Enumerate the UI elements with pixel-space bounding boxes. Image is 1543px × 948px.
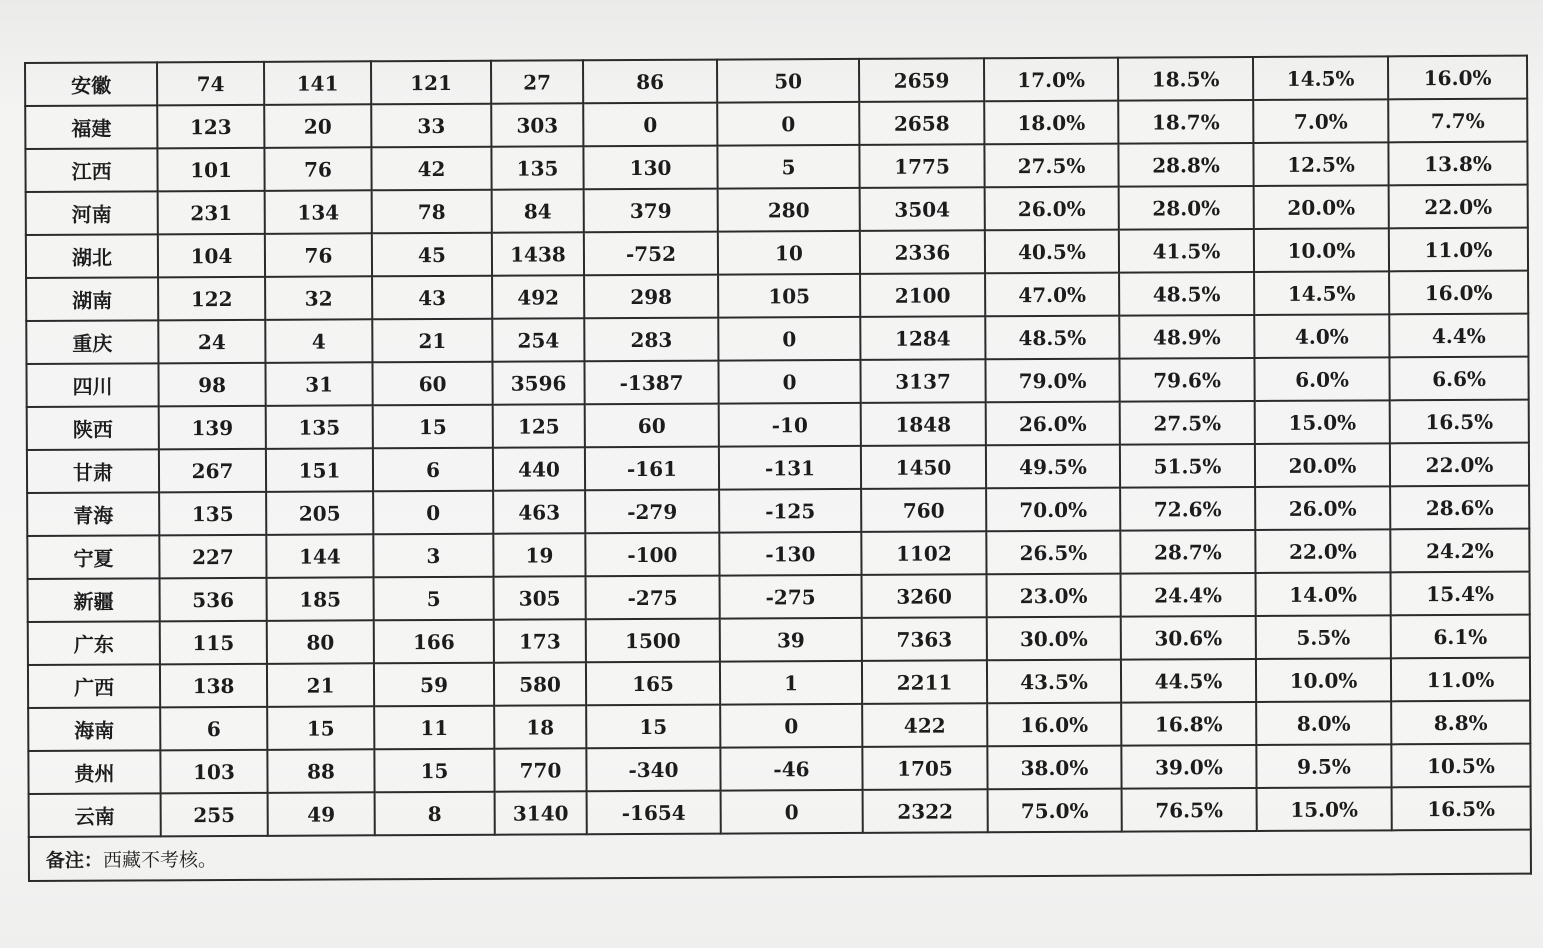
value-cell: -100 [585,533,719,577]
value-cell: 26.0% [1255,486,1390,530]
value-cell: 48.5% [1119,272,1254,316]
value-cell: 13.8% [1388,142,1527,186]
value-cell: 0 [583,103,717,147]
value-cell: 227 [159,535,266,579]
value-cell: 15 [374,749,494,793]
value-cell: 43.5% [987,660,1121,704]
value-cell: 88 [267,749,374,793]
value-cell: 15 [373,405,493,449]
value-cell: 17.0% [984,58,1118,102]
value-cell: 1500 [586,619,720,663]
province-cell: 湖南 [26,277,158,321]
value-cell: 60 [372,362,492,406]
table-row [27,400,1529,450]
value-cell: 26.0% [986,402,1120,446]
value-cell: 15.0% [1257,787,1392,831]
value-cell: 3140 [495,791,587,834]
value-cell: 16.0% [1388,56,1527,100]
table-row [28,701,1530,751]
value-cell: 30.0% [987,617,1121,661]
value-cell: 6 [160,707,267,751]
note-row [29,830,1531,881]
province-cell: 福建 [25,105,157,149]
value-cell: -275 [720,575,862,619]
value-cell: 24.4% [1121,573,1256,617]
value-cell: 3504 [860,187,985,231]
value-cell: 2659 [859,58,984,102]
value-cell: 138 [160,664,267,708]
value-cell: 1438 [492,232,584,275]
value-cell: 267 [159,449,266,493]
value-cell: 165 [586,662,720,706]
value-cell: 379 [584,189,718,233]
value-cell: -131 [719,446,861,490]
value-cell: 27.5% [1120,401,1255,445]
value-cell: 10.0% [1256,658,1391,702]
value-cell: 173 [494,619,586,662]
value-cell: 15 [267,706,374,750]
value-cell: 10.5% [1391,744,1530,788]
table-row [27,529,1529,579]
table-row [27,443,1529,493]
value-cell: 39.0% [1121,745,1256,789]
value-cell: 1102 [861,531,986,575]
value-cell: 14.5% [1253,56,1388,100]
table-row [26,271,1528,321]
table-row [28,744,1530,794]
value-cell: 8.0% [1256,701,1391,745]
value-cell: 0 [718,317,860,361]
value-cell: 2658 [859,101,984,145]
value-cell: 18 [494,705,586,748]
value-cell: 3 [373,534,493,578]
value-cell: 16.5% [1392,787,1531,831]
province-cell: 河南 [26,191,158,235]
value-cell: 123 [157,105,264,149]
value-cell: 39 [720,618,862,662]
province-cell: 安徽 [25,62,157,106]
value-cell: 1775 [859,144,984,188]
province-cell: 新疆 [28,578,160,622]
value-cell: -1654 [587,791,721,835]
value-cell: 20.0% [1254,185,1389,229]
value-cell: 15.4% [1391,572,1530,616]
value-cell: 303 [491,103,583,146]
value-cell: -1387 [584,361,718,405]
value-cell: 1848 [861,402,986,446]
table-body [25,56,1531,837]
value-cell: 45 [372,233,492,277]
value-cell: 130 [583,146,717,190]
value-cell: 4 [265,319,372,363]
value-cell: 6.0% [1254,357,1389,401]
table-row [26,228,1528,278]
province-cell: 江西 [25,148,157,192]
value-cell: -161 [585,447,719,491]
value-cell: 31 [265,362,372,406]
province-cell: 甘肃 [27,449,159,493]
value-cell: 115 [160,621,267,665]
value-cell: 20.0% [1255,443,1390,487]
value-cell: 16.8% [1121,702,1256,746]
value-cell: 0 [718,360,860,404]
value-cell: 59 [374,663,494,707]
table-row [28,572,1530,622]
value-cell: 28.8% [1118,143,1253,187]
value-cell: 280 [718,188,860,232]
value-cell: 101 [157,148,264,192]
value-cell: 24.2% [1390,529,1529,573]
value-cell: 79.6% [1119,358,1254,402]
province-cell: 湖北 [26,234,158,278]
value-cell: 80 [267,620,374,664]
table-row [25,56,1527,106]
province-cell: 广东 [28,621,160,665]
value-cell: 74 [157,62,264,106]
value-cell: 5 [717,145,859,189]
province-cell: 四川 [26,363,158,407]
value-cell: 22.0% [1389,185,1528,229]
value-cell: 11 [374,706,494,750]
value-cell: -279 [585,490,719,534]
table-row [26,185,1528,235]
value-cell: 48.5% [985,316,1119,360]
value-cell: -125 [719,489,861,533]
value-cell: 50 [717,59,859,103]
value-cell: 41.5% [1119,229,1254,273]
value-cell: 26.5% [986,531,1120,575]
value-cell: 231 [158,191,265,235]
value-cell: 51.5% [1120,444,1255,488]
value-cell: 18.7% [1118,100,1253,144]
value-cell: 141 [264,61,371,105]
value-cell: 18.0% [984,101,1118,145]
value-cell: 2100 [860,273,985,317]
value-cell: 254 [492,318,584,361]
value-cell: 19 [493,533,585,576]
value-cell: 86 [583,60,717,104]
value-cell: 8 [375,792,495,836]
table-row [28,658,1530,708]
value-cell: 104 [158,234,265,278]
value-cell: 305 [494,576,586,619]
value-cell: 32 [265,276,372,320]
value-cell: 7.0% [1253,99,1388,143]
value-cell: 15 [586,705,720,749]
data-table-wrapper [24,55,1530,882]
value-cell: 3596 [492,361,584,404]
value-cell: 76 [264,147,371,191]
table-row [27,486,1529,536]
value-cell: 139 [159,406,266,450]
note-label: 备注： [45,849,103,872]
value-cell: 70.0% [986,488,1120,532]
value-cell: 9.5% [1256,744,1391,788]
value-cell: 0 [721,790,863,834]
value-cell: 121 [371,61,491,105]
value-cell: 79.0% [985,359,1119,403]
value-cell: 205 [266,491,373,535]
value-cell: 1705 [862,746,987,790]
value-cell: 298 [584,275,718,319]
value-cell: 760 [861,488,986,532]
value-cell: 44.5% [1121,659,1256,703]
value-cell: 10 [718,231,860,275]
table-row [26,357,1528,407]
province-cell: 广西 [28,664,160,708]
value-cell: 40.5% [985,230,1119,274]
value-cell: 1450 [861,445,986,489]
value-cell: 283 [584,318,718,362]
value-cell: 49 [268,792,375,836]
value-cell: 78 [372,190,492,234]
value-cell: 0 [373,491,493,535]
value-cell: 6 [373,448,493,492]
value-cell: 33 [371,104,491,148]
value-cell: 28.6% [1390,486,1529,530]
value-cell: 43 [372,276,492,320]
value-cell: 144 [266,534,373,578]
value-cell: 125 [493,404,585,447]
value-cell: -752 [584,232,718,276]
province-cell: 贵州 [28,750,160,794]
value-cell: 122 [158,277,265,321]
value-cell: 0 [720,704,862,748]
value-cell: 22.0% [1255,529,1390,573]
value-cell: 16.0% [987,703,1121,747]
value-cell: 76 [265,233,372,277]
value-cell: 103 [160,750,267,794]
value-cell: 5 [374,577,494,621]
value-cell: 105 [718,274,860,318]
value-cell: 60 [585,404,719,448]
value-cell: 7363 [862,617,987,661]
value-cell: 6.1% [1391,615,1530,659]
value-cell: 2322 [863,789,988,833]
value-cell: 2211 [862,660,987,704]
value-cell: 0 [717,102,859,146]
value-cell: 3137 [860,359,985,403]
value-cell: 134 [265,190,372,234]
value-cell: 440 [493,447,585,490]
value-cell: 1 [720,661,862,705]
value-cell: 72.6% [1120,487,1255,531]
table-row [25,99,1527,149]
value-cell: 84 [492,189,584,232]
note-cell [29,830,1531,881]
value-cell: -340 [586,748,720,792]
province-cell: 青海 [27,492,159,536]
data-table [24,55,1532,882]
value-cell: 6.6% [1389,357,1528,401]
value-cell: 14.5% [1254,271,1389,315]
value-cell: 18.5% [1118,57,1253,101]
value-cell: 11.0% [1391,658,1530,702]
table-row [28,615,1530,665]
value-cell: 135 [266,405,373,449]
value-cell: 7.7% [1388,99,1527,143]
province-cell: 海南 [28,707,160,751]
value-cell: 770 [494,748,586,791]
value-cell: 11.0% [1389,228,1528,272]
value-cell: 255 [161,793,268,837]
value-cell: 75.0% [988,789,1122,833]
value-cell: 47.0% [985,273,1119,317]
value-cell: 463 [493,490,585,533]
value-cell: 20 [264,104,371,148]
value-cell: 26.0% [985,187,1119,231]
table-row [29,787,1531,837]
value-cell: 98 [158,363,265,407]
value-cell: 580 [494,662,586,705]
value-cell: 12.5% [1253,142,1388,186]
value-cell: 27 [491,60,583,103]
value-cell: 2336 [860,230,985,274]
value-cell: 4.4% [1389,314,1528,358]
value-cell: 5.5% [1256,615,1391,659]
value-cell: 422 [862,703,987,747]
value-cell: -275 [586,576,720,620]
note-text: 西藏不考核。 [102,848,217,872]
value-cell: 28.7% [1120,530,1255,574]
value-cell: -130 [719,532,861,576]
province-cell: 陕西 [27,406,159,450]
value-cell: 166 [374,620,494,664]
value-cell: 76.5% [1122,788,1257,832]
value-cell: 48.9% [1119,315,1254,359]
value-cell: 16.0% [1389,271,1528,315]
province-cell: 云南 [29,793,161,837]
value-cell: 536 [160,578,267,622]
value-cell: -10 [719,403,861,447]
value-cell: 22.0% [1390,443,1529,487]
value-cell: -46 [720,747,862,791]
value-cell: 24 [158,320,265,364]
value-cell: 492 [492,275,584,318]
value-cell: 28.0% [1119,186,1254,230]
province-cell: 宁夏 [27,535,159,579]
value-cell: 21 [267,663,374,707]
value-cell: 1284 [860,316,985,360]
value-cell: 185 [267,577,374,621]
value-cell: 151 [266,448,373,492]
value-cell: 38.0% [987,746,1121,790]
value-cell: 14.0% [1256,572,1391,616]
value-cell: 135 [491,146,583,189]
value-cell: 4.0% [1254,314,1389,358]
table-row [25,142,1527,192]
value-cell: 49.5% [986,445,1120,489]
value-cell: 3260 [862,574,987,618]
value-cell: 8.8% [1391,701,1530,745]
value-cell: 15.0% [1255,400,1390,444]
value-cell: 10.0% [1254,228,1389,272]
value-cell: 16.5% [1390,400,1529,444]
value-cell: 27.5% [984,144,1118,188]
value-cell: 23.0% [987,574,1121,618]
province-cell: 重庆 [26,320,158,364]
value-cell: 30.6% [1121,616,1256,660]
value-cell: 135 [159,492,266,536]
value-cell: 42 [371,147,491,191]
value-cell: 21 [372,319,492,363]
table-row [26,314,1528,364]
